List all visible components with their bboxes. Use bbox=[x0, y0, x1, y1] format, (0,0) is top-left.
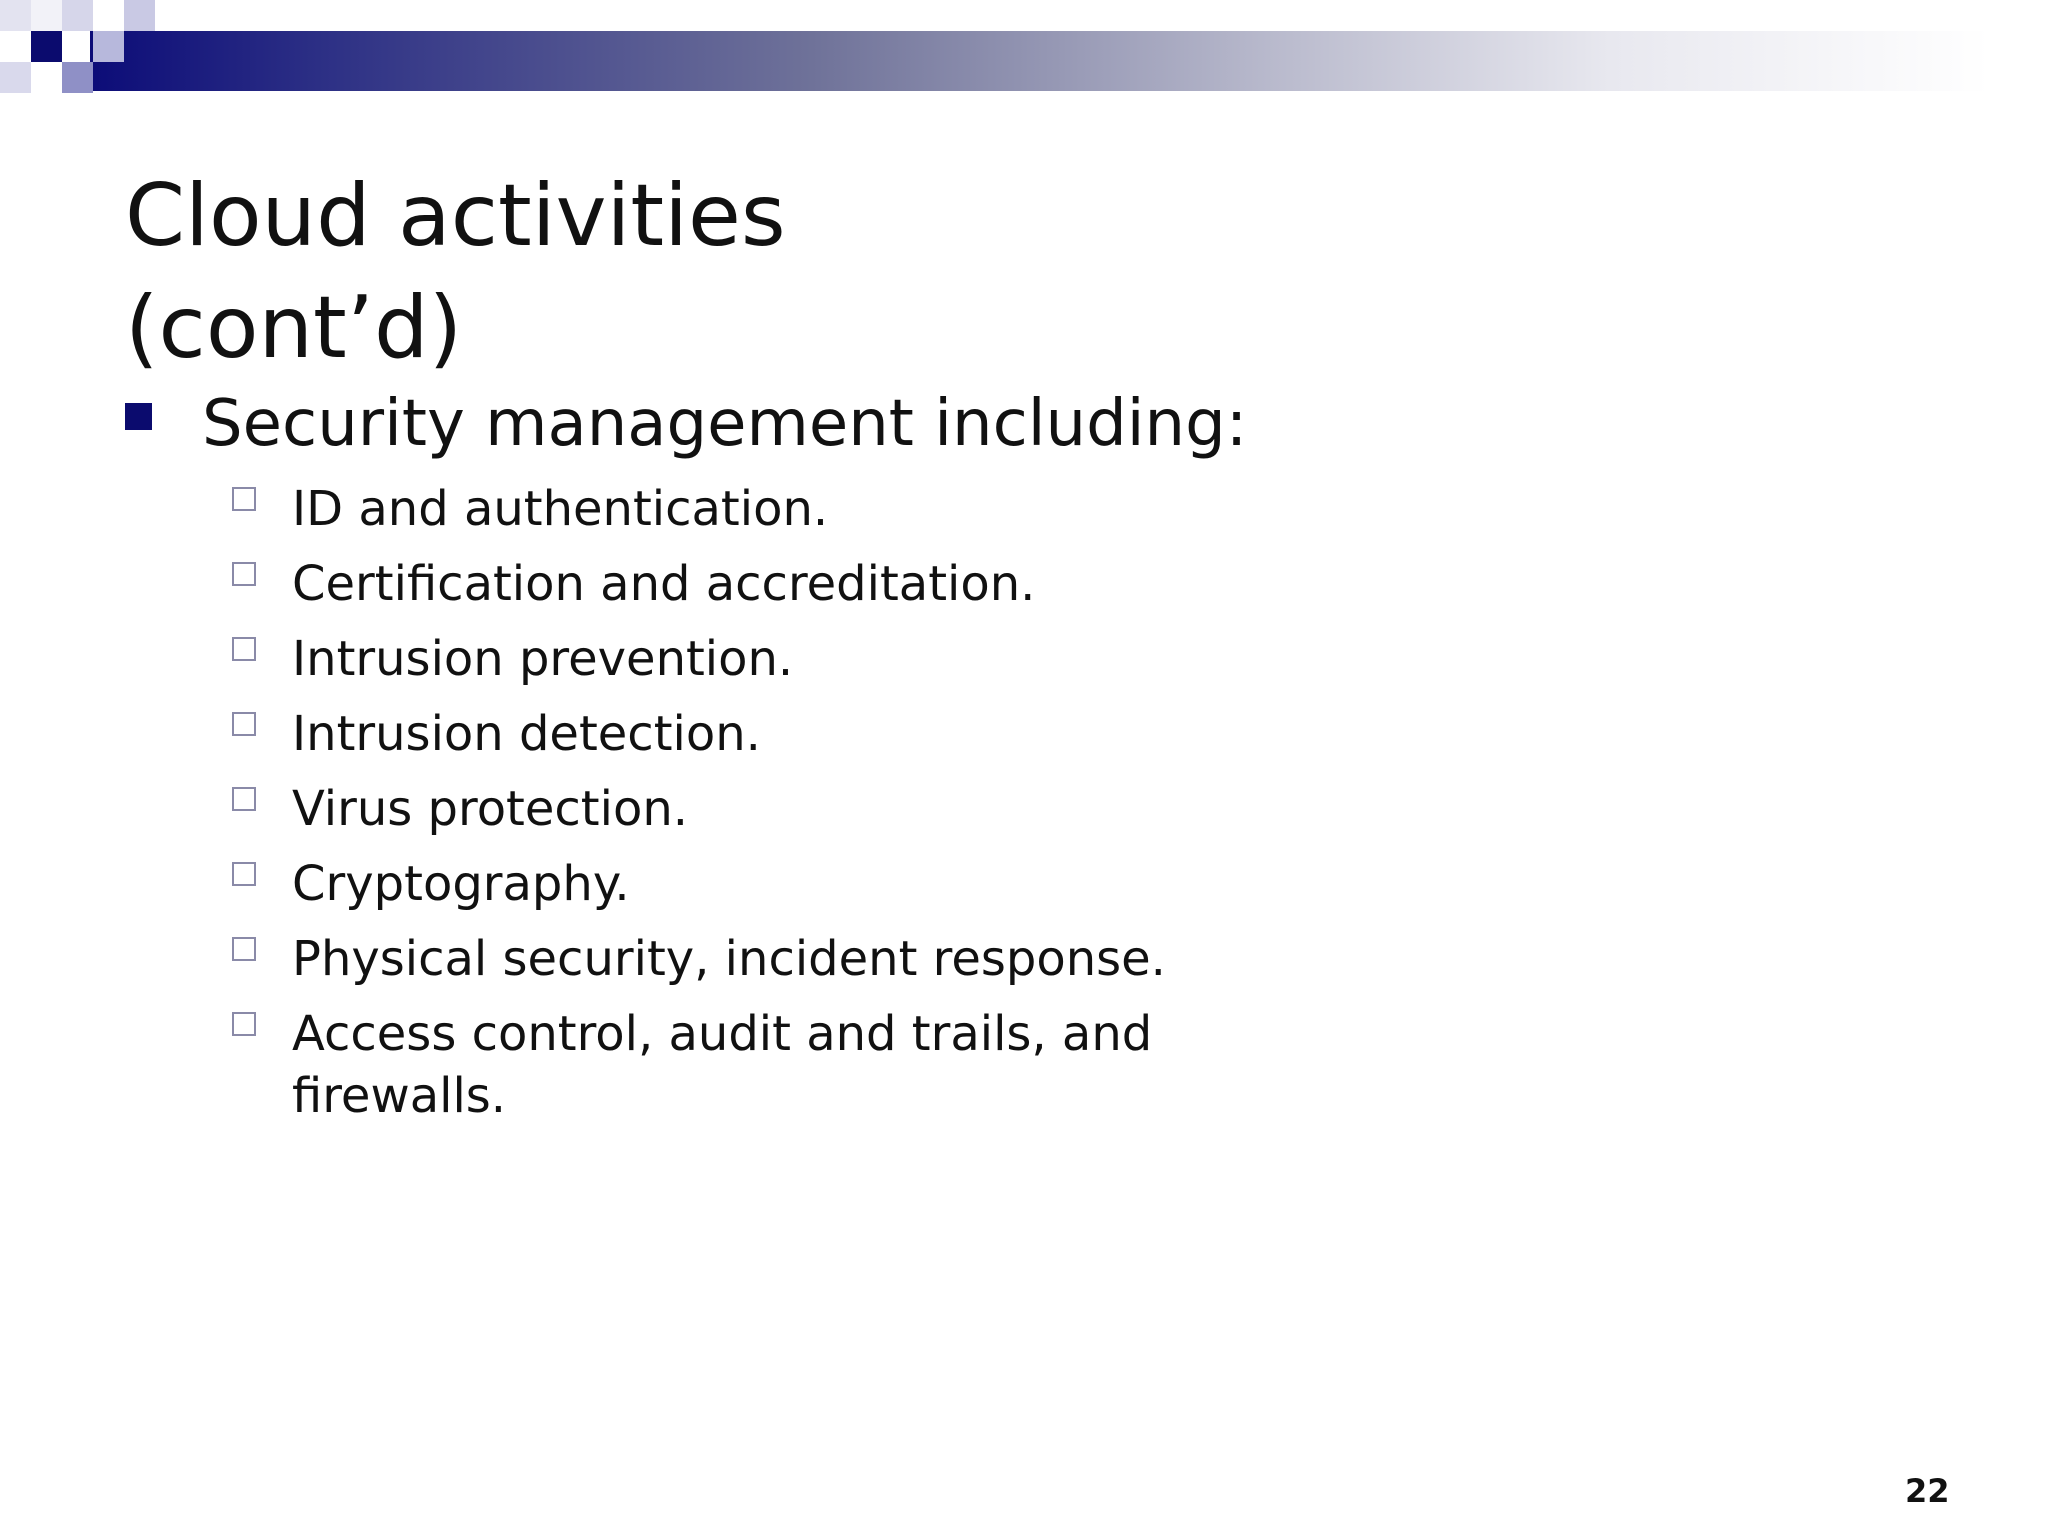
hollow-square-bullet-icon bbox=[232, 637, 256, 661]
hollow-square-bullet-icon bbox=[232, 1012, 256, 1036]
list-item bbox=[232, 1003, 1232, 1127]
list-item-text: Access control, audit and trails, and firewalls. bbox=[292, 1006, 1153, 1124]
sub-bullet-list bbox=[232, 478, 1232, 1140]
list-item bbox=[232, 478, 1232, 540]
hollow-square-bullet-icon bbox=[232, 712, 256, 736]
decor-square bbox=[31, 0, 62, 31]
decor-square bbox=[62, 0, 93, 31]
decor-square bbox=[31, 31, 62, 62]
list-item-text: Certification and accreditation. bbox=[292, 556, 1036, 612]
list-item-text: ID and authentication. bbox=[292, 481, 829, 537]
header-gradient-bar bbox=[90, 31, 1990, 91]
page-number: 22 bbox=[1905, 1472, 1950, 1510]
decor-square bbox=[0, 62, 31, 93]
decor-square bbox=[62, 62, 93, 93]
list-item-text: Intrusion detection. bbox=[292, 706, 761, 762]
slide-title: Cloud activities (cont’d) bbox=[125, 166, 786, 378]
list-item bbox=[232, 928, 1232, 990]
hollow-square-bullet-icon bbox=[232, 862, 256, 886]
square-bullet-icon bbox=[125, 403, 152, 430]
hollow-square-bullet-icon bbox=[232, 562, 256, 586]
list-item-text: Intrusion prevention. bbox=[292, 631, 794, 687]
list-item bbox=[232, 853, 1232, 915]
list-item-text: Cryptography. bbox=[292, 856, 630, 912]
hollow-square-bullet-icon bbox=[232, 787, 256, 811]
decor-square bbox=[124, 0, 155, 31]
list-item bbox=[232, 778, 1232, 840]
list-item-text: Virus protection. bbox=[292, 781, 688, 837]
decor-square bbox=[93, 31, 124, 62]
hollow-square-bullet-icon bbox=[232, 937, 256, 961]
list-item bbox=[232, 628, 1232, 690]
list-item-text: Physical security, incident response. bbox=[292, 931, 1166, 987]
hollow-square-bullet-icon bbox=[232, 487, 256, 511]
list-item bbox=[232, 553, 1232, 615]
decor-square bbox=[0, 0, 31, 31]
main-bullet bbox=[125, 385, 1247, 463]
list-item bbox=[232, 703, 1232, 765]
main-bullet-text: Security management including: bbox=[202, 387, 1248, 461]
